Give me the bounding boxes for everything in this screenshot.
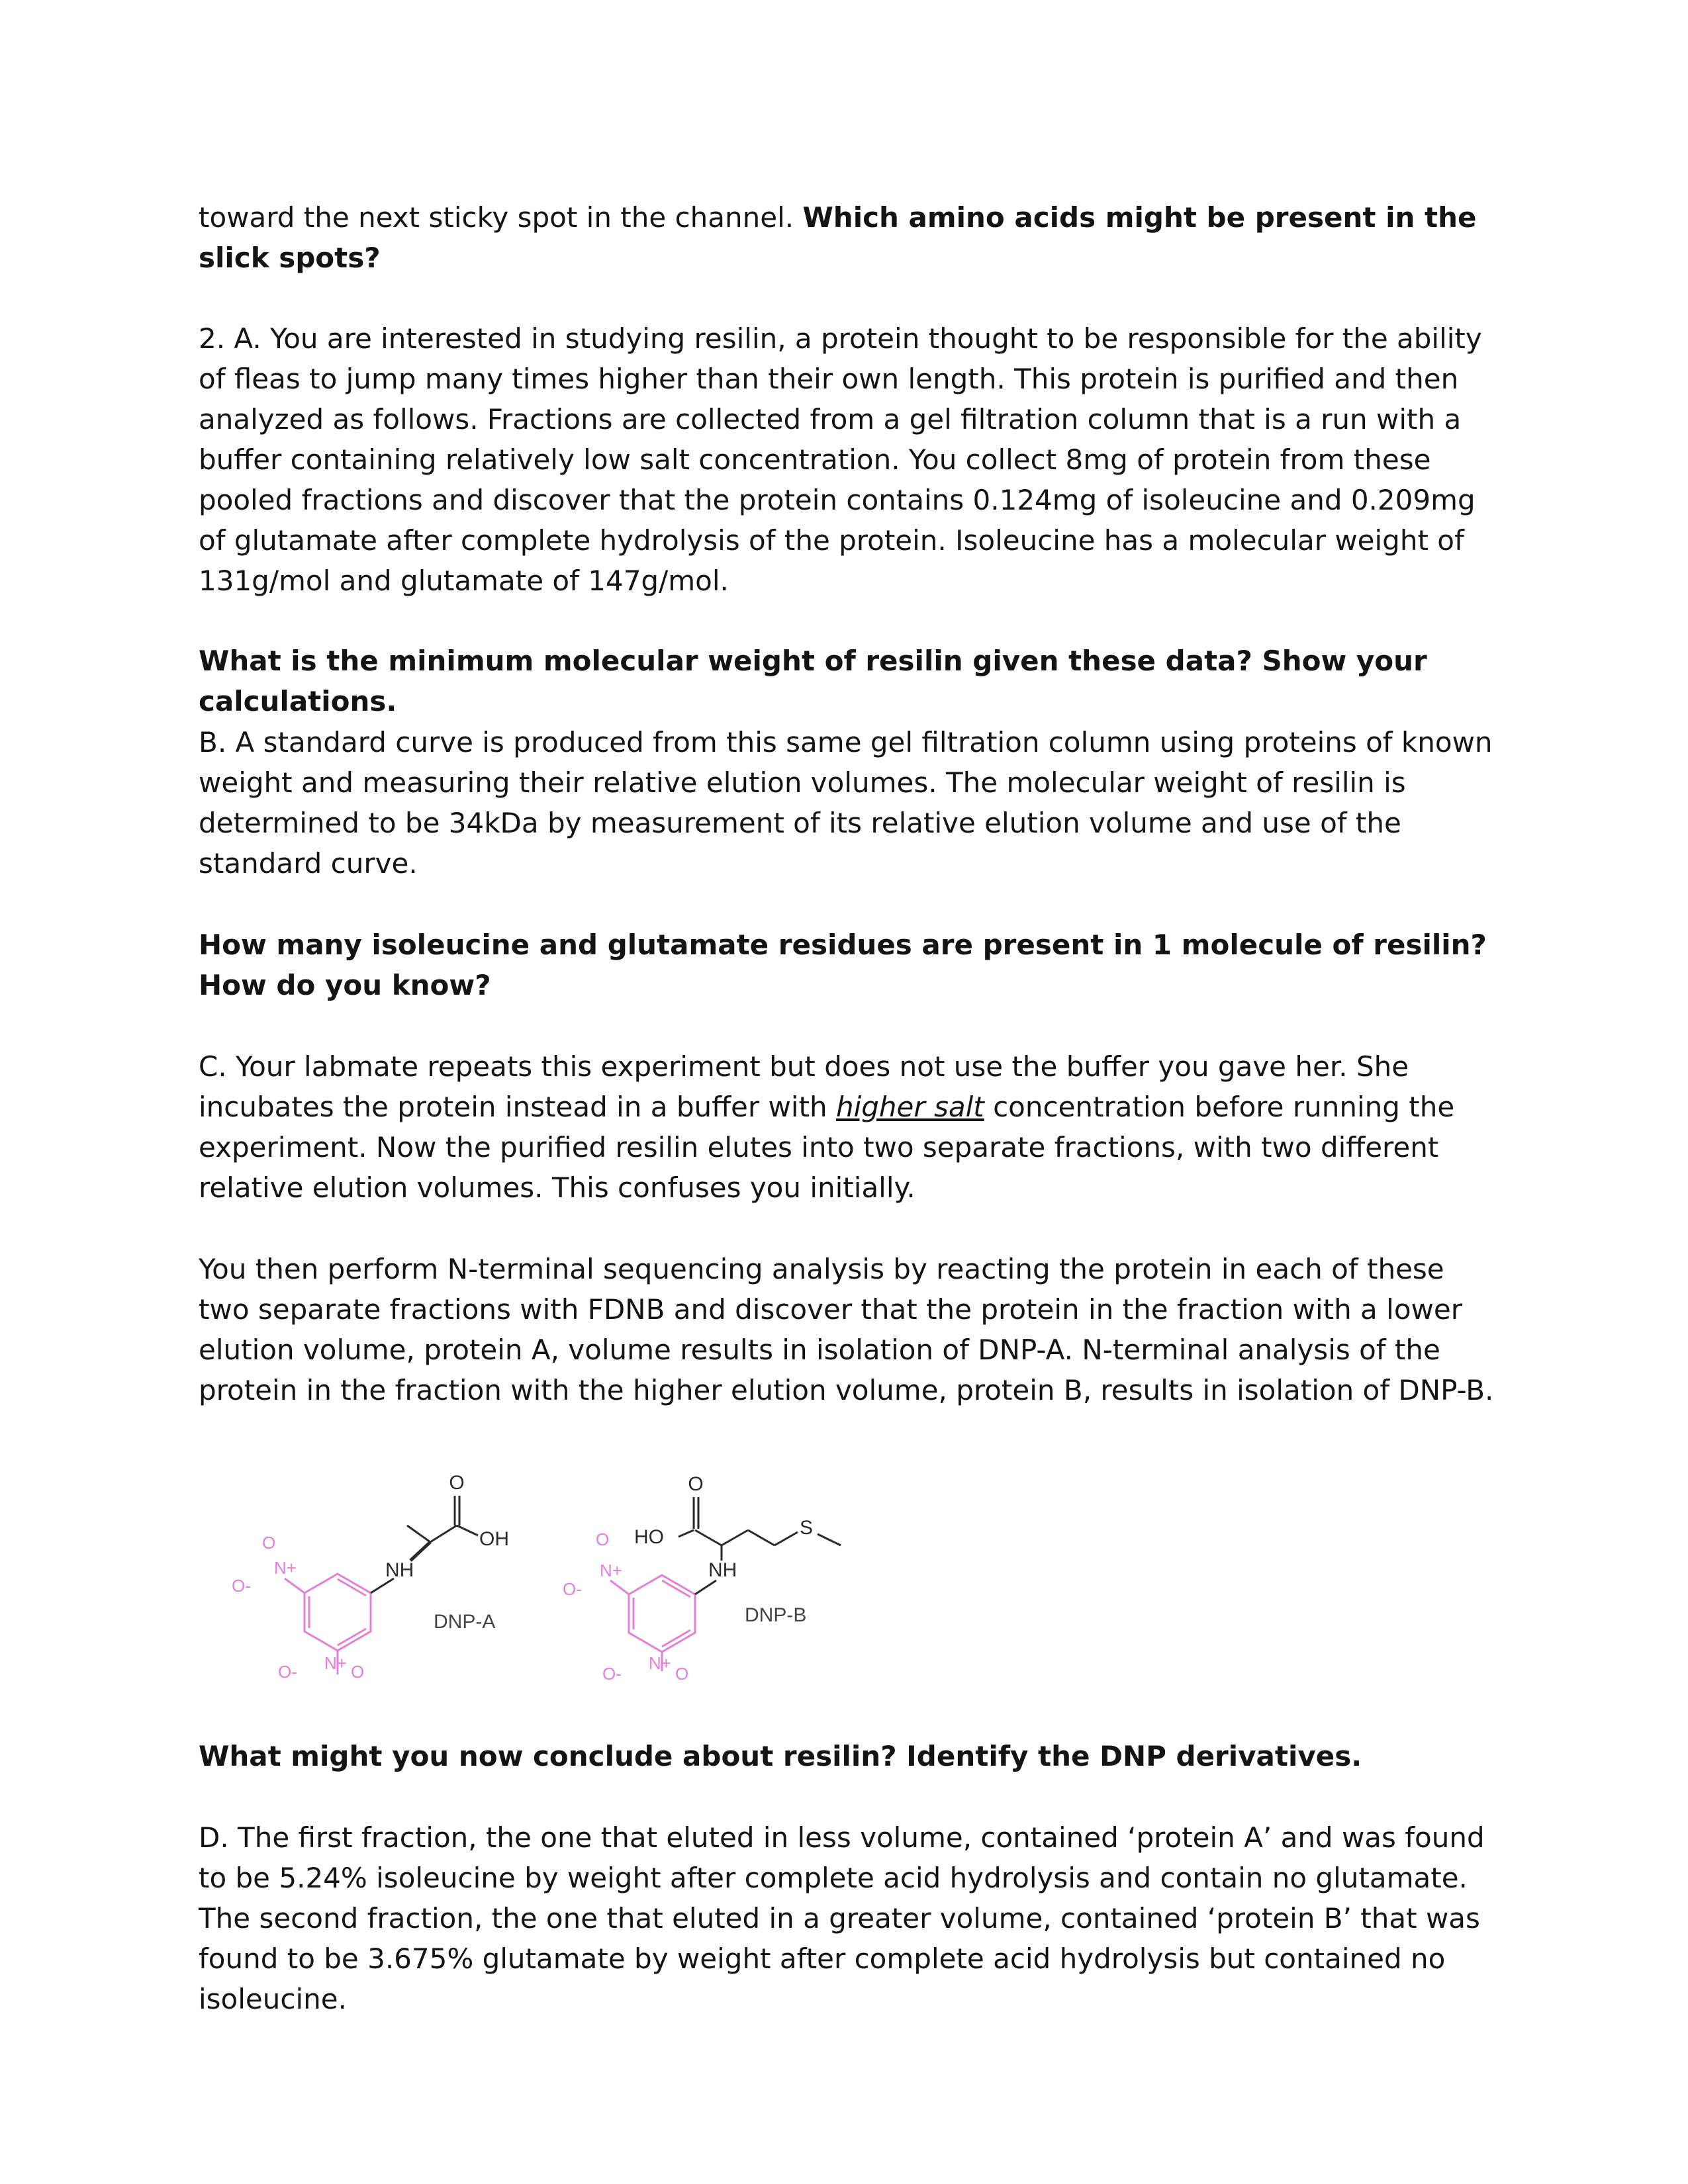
dnp-a-structure (232, 1472, 509, 1681)
continuation-text: toward the next sticky spot in the channel. (199, 201, 803, 234)
question-residue-count: How many isoleucine and glutamate residues are present in 1 molecule of resilin? How do you know? (199, 929, 1487, 1001)
paragraph-2c (199, 1046, 1496, 1208)
question-slick-spots: Which amino acids might be present in the slick spots? (199, 201, 1477, 274)
dnp-b-structure (563, 1473, 841, 1681)
dnp-a-benzene-ring (305, 1574, 371, 1651)
dnp-a-nitro-top-n: N+ (274, 1558, 297, 1578)
question-conclusion: What might you now conclude about resilin? Identify the DNP derivatives. (199, 1740, 1362, 1772)
paragraph-n-terminal: You then perform N-terminal sequencing analysis by reacting the protein in each of these two separate fractions with FDNB and discover that the protein in the fraction with a lower elution volume, protein A, volume results in isolation of DNP-A. N-terminal analysis of the protein in the fraction with the higher elution volume, protein B, results in isolation of DNP-B. (199, 1253, 1494, 1406)
dnp-b-nitro-top-o-minus: O- (563, 1579, 582, 1599)
paragraph-continuation (199, 197, 1496, 278)
dnp-a-atom-nh: NH (385, 1559, 414, 1581)
dnp-b-nitro-top-n: N+ (600, 1561, 622, 1580)
paragraph-2d: D. The first fraction, the one that eluted in less volume, contained ‘protein A’ and was found to be 5.24% isoleucine by weight after complete acid hydrolysis and contain no glutamate. The second fraction, the one that eluted in a greater volume, contained ‘protein B’ that was found to be 3.675% glutamate by weight after complete acid hydrolysis but contained no isoleucine. (199, 1821, 1485, 2015)
dnp-a-label: DNP-A (434, 1611, 496, 1633)
dnp-b-nitro-bottom-o-minus: O- (602, 1664, 622, 1681)
dnp-a-nitro-top-o: O (262, 1533, 276, 1553)
dnp-b-nitro-bottom-n: N+ (649, 1653, 671, 1673)
dnp-a-nitro-top-o-minus: O- (232, 1576, 251, 1596)
dnp-b-label: DNP-B (745, 1604, 807, 1626)
dnp-a-atom-o: O (449, 1472, 465, 1494)
dnp-a-nitro-bottom-o-minus: O- (278, 1662, 297, 1681)
dnp-b-atom-ho: HO (634, 1526, 664, 1548)
dnp-b-benzene-ring (629, 1575, 695, 1652)
question-minimum-mw: What is the minimum molecular weight of resilin given these data? Show your calculations. (199, 645, 1427, 717)
paragraph-2a: 2. A. You are interested in studying resilin, a protein thought to be responsible for the ability of fleas to jump many times higher than their own length. This protein is purified and then analyzed as follows. Fractions are collected from a gel filtration column that is a run with a buffer containing relatively low salt concentration. You collect 8mg of protein from these pooled fractions and discover that the protein contains 0.124mg of isoleucine and 0.209mg of glutamate after complete hydrolysis of the protein. Isoleucine has a molecular weight of 131g/mol and glutamate of 147g/mol. (199, 322, 1482, 597)
dnp-structures-figure (218, 1430, 880, 1681)
dnp-a-nitro-bottom-o: O (351, 1662, 365, 1681)
dnp-b-atom-s: S (800, 1517, 814, 1539)
dnp-b-atom-nh: NH (708, 1559, 737, 1581)
dnp-a-atom-oh: OH (479, 1528, 509, 1550)
dnp-b-nitro-bottom-o: O (675, 1664, 689, 1681)
higher-salt-emphasis: higher salt (835, 1091, 984, 1123)
paragraph-2c-part2: concentration before running the experiment. Now the purified resilin elutes into two separate fractions, with two different relative elution volumes. This confuses you initially. (199, 1091, 1455, 1204)
paragraph-2b: B. A standard curve is produced from this same gel filtration column using proteins of known weight and measuring their relative elution volumes. The molecular weight of resilin is determined to be 34kDa by measurement of its relative elution volume and use of the standard curve. (199, 726, 1493, 880)
dnp-b-nitro-top-o: O (596, 1529, 610, 1549)
paragraph-2c-part1: C. Your labmate repeats this experiment but does not use the buffer you gave her. She incubates the protein instead in a buffer with (199, 1050, 1409, 1123)
dnp-b-atom-o: O (688, 1473, 704, 1495)
dnp-a-nitro-bottom-n: N+ (324, 1653, 347, 1673)
